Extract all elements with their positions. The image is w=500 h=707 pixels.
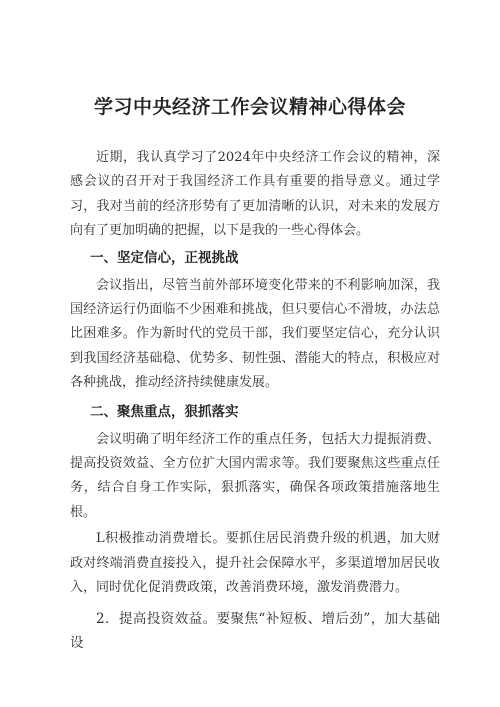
intro-paragraph: 近期，我认真学习了2024年中央经济工作会议的精神，深感会议的召开对于我国经济工作具有重要的指导意义。通过学习，我对当前的经济形势有了更加清晰的认识，对未来的发展方向有了更加明确的把握，以下是我的一些心得体会。 (70, 150, 440, 239)
section-2-paragraph-1: 会议明确了明年经济工作的重点任务，包括大力提振消费、提高投资效益、全方位扩大国内需求等。我们要聚焦这些重点任务，结合自身工作实际，狠抓落实，确保各项政策措施落地生根。 (70, 431, 440, 520)
section-heading-2: 二、聚焦重点，狠抓落实 (90, 403, 239, 420)
section-heading-1: 一、坚定信心，正视挑战 (90, 249, 239, 266)
document-body (70, 146, 440, 655)
section-1-paragraph-1: 会议指出，尽管当前外部环境变化带来的不利影响加深，我国经济运行仍面临不少困难和挑战，但只要信心不滑坡，办法总比困难多。作为新时代的党员干部，我们要坚定信心，充分认识到我国经济基础稳、优势多、韧性强、潜能大的特点，积极应对各种挑战，推动经济持续健康发展。 (70, 277, 440, 391)
document-title: 学习中央经济工作会议精神心得体会 (93, 96, 406, 118)
section-2-paragraph-3: 2．提高投资效益。要聚焦“补短板、增后劲”，加大基础设 (70, 610, 440, 651)
section-2-paragraph-2: L积极推动消费增长。要抓住居民消费升级的机遇，加大财政对终端消费直接投入，提升社会保障水平，多渠道增加居民收入，同时优化促消费政策，改善消费环境，激发消费潜力。 (70, 531, 440, 596)
